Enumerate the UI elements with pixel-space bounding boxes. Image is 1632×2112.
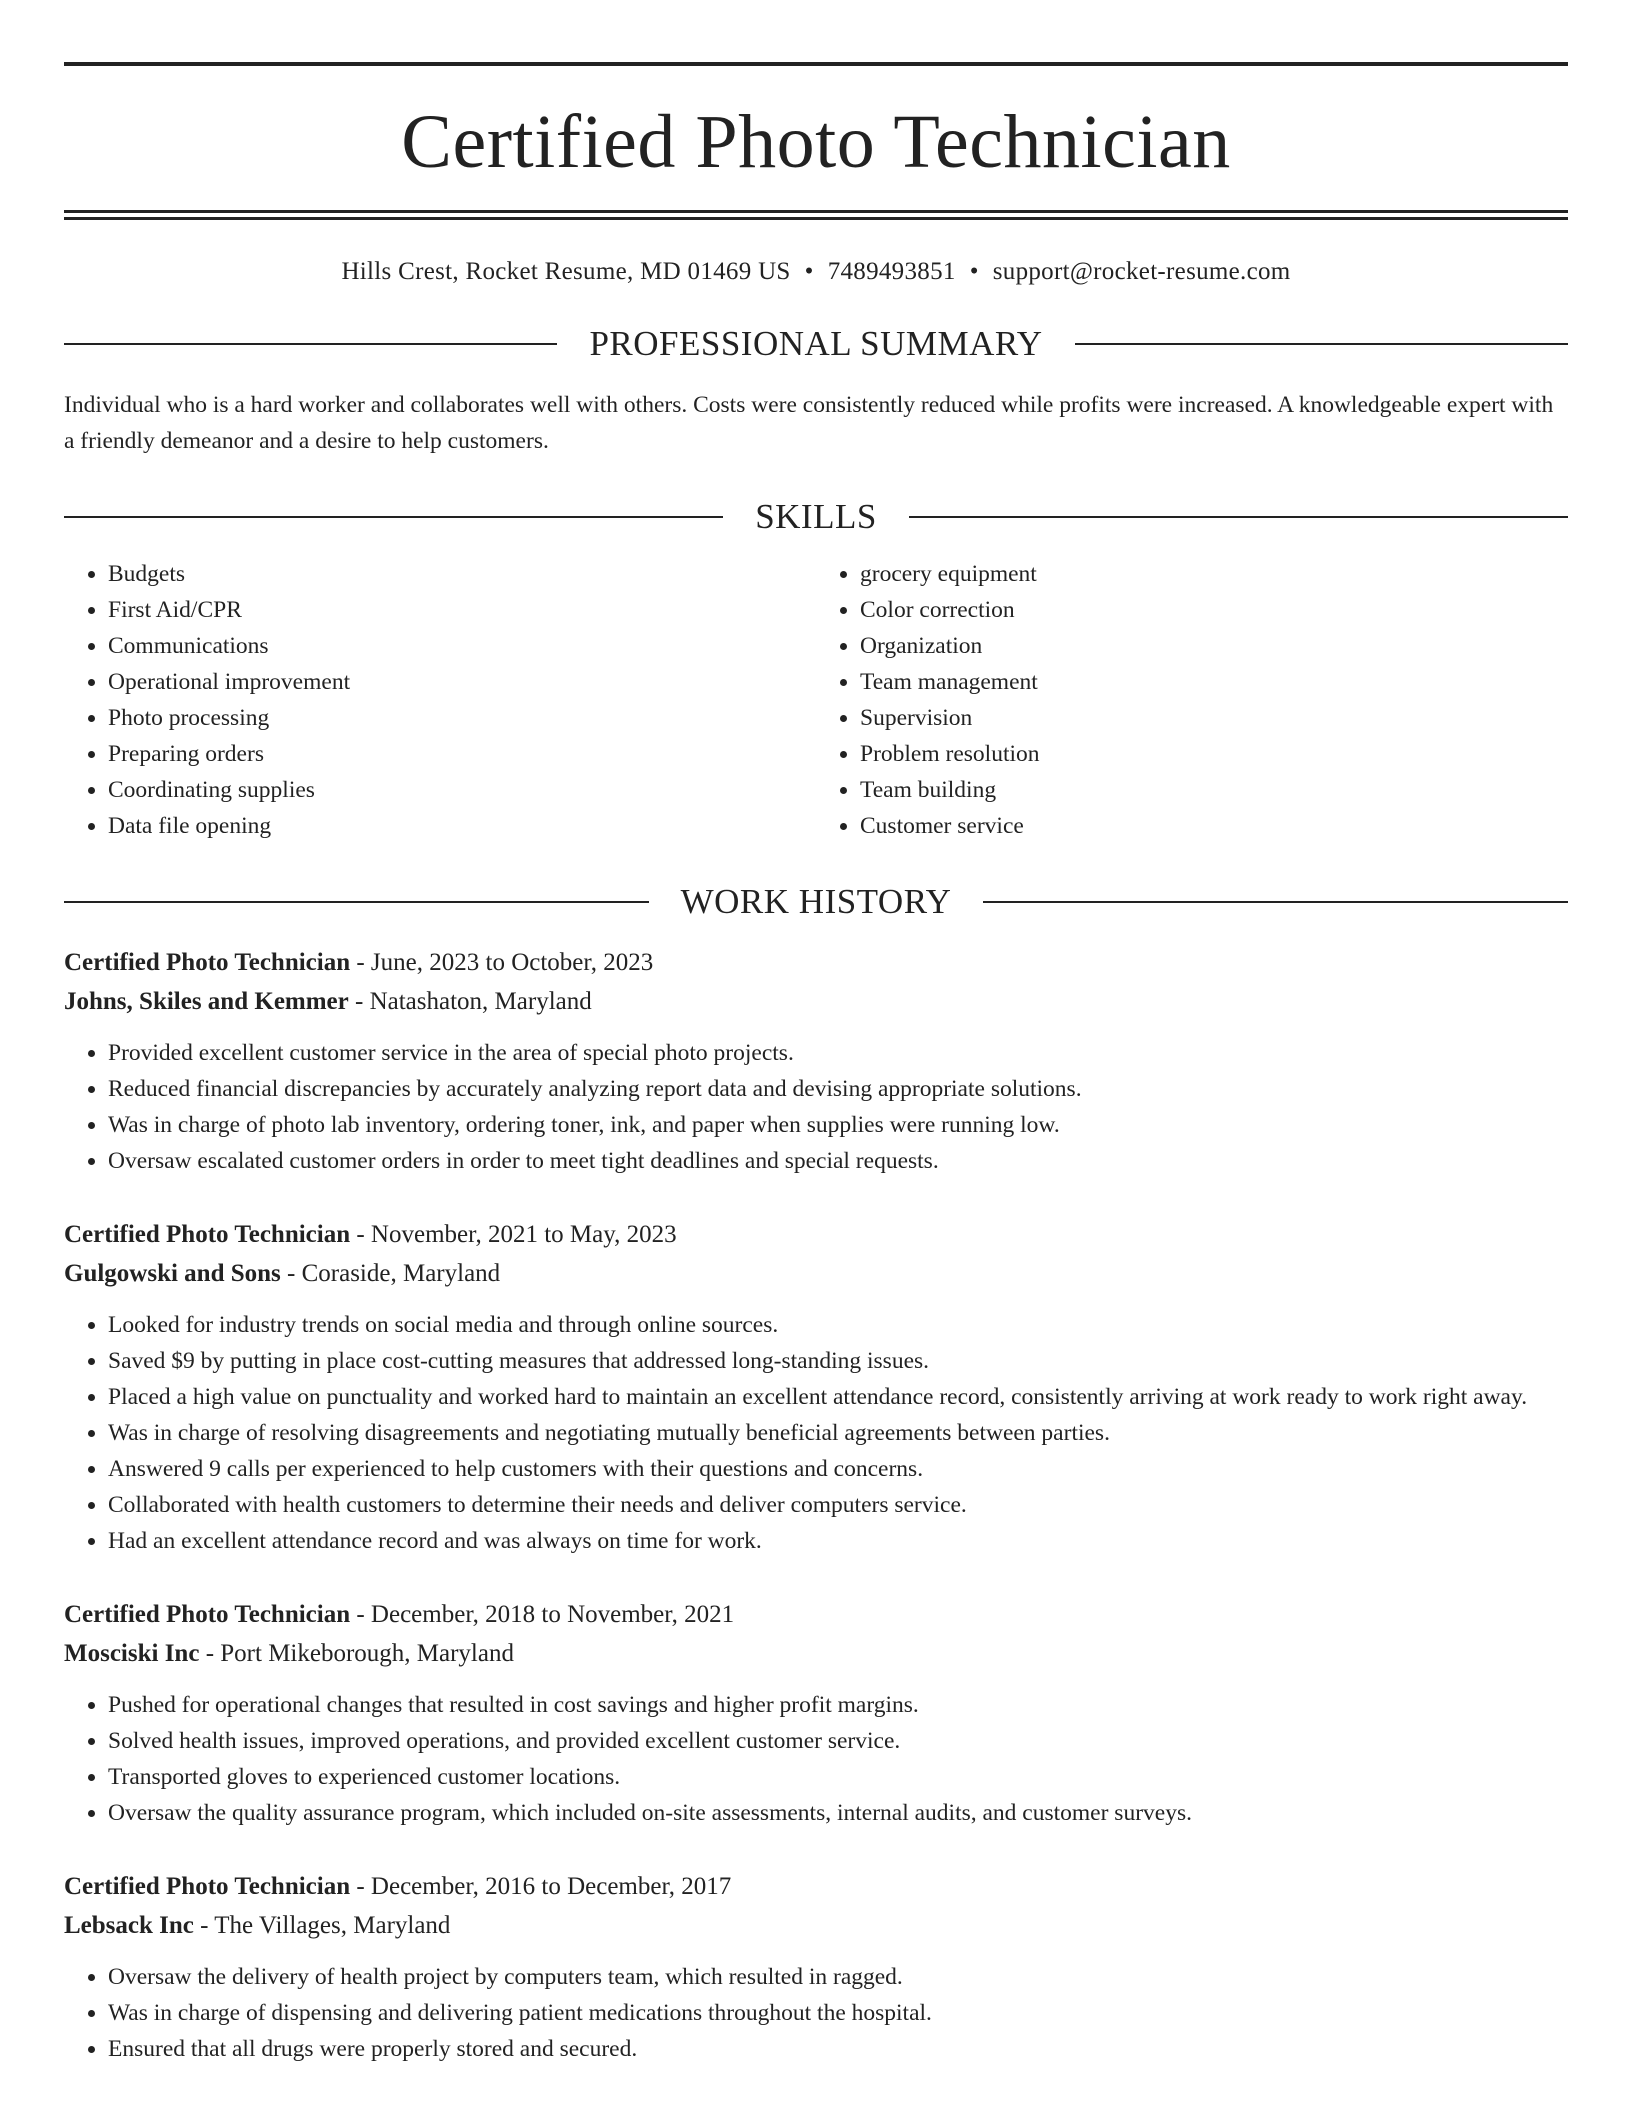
job-bullet: • Ensured that all drugs were properly stored and secured. xyxy=(108,2031,1568,2067)
job-dates: - November, 2021 to May, 2023 xyxy=(350,1221,677,1248)
skill-item: • Communications xyxy=(108,628,816,664)
skill-item: • Operational improvement xyxy=(108,664,816,700)
summary-text: Individual who is a hard worker and collaborates well with others. Costs were consistently reduced while profits were increased. A knowledgeable expert with a friendly demeanor and a desire to help customers. xyxy=(64,392,1554,454)
job-company-line xyxy=(64,1906,1568,1945)
skill-item: • Budgets xyxy=(108,556,816,592)
job-bullet: • Oversaw escalated customer orders in order to meet tight deadlines and special requests. xyxy=(108,1143,1568,1179)
job-entry xyxy=(64,1215,1568,1559)
contact-separator: • xyxy=(804,258,814,285)
summary-heading: PROFESSIONAL SUMMARY xyxy=(589,324,1043,363)
skill-item: • Photo processing xyxy=(108,700,816,736)
header-top-rule xyxy=(64,62,1568,66)
work-section-header xyxy=(64,884,1568,919)
summary-section-header xyxy=(64,326,1568,361)
skill-item: • Preparing orders xyxy=(108,736,816,772)
job-bullet: • Placed a high value on punctuality and worked hard to maintain an excellent attendance record, consistently arriving at work ready to work right away. xyxy=(108,1379,1568,1415)
job-company-line xyxy=(64,1254,1568,1293)
job-company: Lebsack Inc xyxy=(64,1912,194,1939)
job-company: Gulgowski and Sons xyxy=(64,1260,281,1287)
job-bullet: • Pushed for operational changes that resulted in cost savings and higher profit margins. xyxy=(108,1687,1568,1723)
skill-item: • Customer service xyxy=(860,808,1568,844)
job-entry xyxy=(64,1595,1568,1831)
job-bullet: • Looked for industry trends on social media and through online sources. xyxy=(108,1307,1568,1343)
skill-item: • grocery equipment xyxy=(860,556,1568,592)
section-divider xyxy=(909,516,1568,518)
contact-separator: • xyxy=(969,258,979,285)
work-heading: WORK HISTORY xyxy=(680,882,952,921)
job-bullet: • Was in charge of photo lab inventory, ordering toner, ink, and paper when supplies were running low. xyxy=(108,1107,1568,1143)
job-company: Johns, Skiles and Kemmer xyxy=(64,988,349,1015)
contact-email: support@rocket-resume.com xyxy=(992,258,1291,285)
section-divider xyxy=(64,516,723,518)
job-entry xyxy=(64,1867,1568,2067)
job-title: Certified Photo Technician xyxy=(64,949,351,976)
job-title-line xyxy=(64,1215,1568,1254)
job-location: - Coraside, Maryland xyxy=(280,1260,501,1287)
job-dates: - December, 2018 to November, 2021 xyxy=(350,1601,735,1628)
job-title-line xyxy=(64,1867,1568,1906)
job-bullet: • Saved $9 by putting in place cost-cutting measures that addressed long-standing issues. xyxy=(108,1343,1568,1379)
job-bullets xyxy=(64,1307,1568,1559)
job-location: - Natashaton, Maryland xyxy=(348,988,592,1015)
contact-address: Hills Crest, Rocket Resume, MD 01469 US xyxy=(341,258,791,285)
skill-item: • Problem resolution xyxy=(860,736,1568,772)
skill-item: • Data file opening xyxy=(108,808,816,844)
skills-heading: SKILLS xyxy=(755,497,877,536)
section-divider xyxy=(64,901,649,903)
job-bullet: • Collaborated with health customers to determine their needs and deliver computers service. xyxy=(108,1487,1568,1523)
skill-item: • Organization xyxy=(860,628,1568,664)
job-dates: - June, 2023 to October, 2023 xyxy=(350,949,654,976)
job-title: Certified Photo Technician xyxy=(64,1601,351,1628)
contact-phone: 7489493851 xyxy=(827,258,956,285)
job-bullets xyxy=(64,1035,1568,1179)
skill-item: • First Aid/CPR xyxy=(108,592,816,628)
skills-section-header xyxy=(64,499,1568,534)
section-divider xyxy=(983,901,1568,903)
section-divider xyxy=(1075,343,1568,345)
job-bullet: • Provided excellent customer service in the area of special photo projects. xyxy=(108,1035,1568,1071)
job-location: - The Villages, Maryland xyxy=(193,1912,451,1939)
skill-item: • Color correction xyxy=(860,592,1568,628)
skill-item: • Supervision xyxy=(860,700,1568,736)
job-title-line xyxy=(64,1595,1568,1634)
header-double-rule xyxy=(64,210,1568,220)
job-title: Certified Photo Technician xyxy=(64,1221,351,1248)
job-bullet: • Oversaw the delivery of health project by computers team, which resulted in ragged. xyxy=(108,1959,1568,1995)
job-bullets xyxy=(64,1959,1568,2067)
job-bullet: • Oversaw the quality assurance program, which included on-site assessments, internal audits, and customer surveys. xyxy=(108,1795,1568,1831)
skills-list xyxy=(64,556,1568,844)
skills-column-left xyxy=(64,556,816,844)
skill-item: • Coordinating supplies xyxy=(108,772,816,808)
job-title: Certified Photo Technician xyxy=(64,1873,351,1900)
job-title-line xyxy=(64,943,1568,982)
job-company-line xyxy=(64,1634,1568,1673)
job-bullet: • Was in charge of dispensing and delivering patient medications throughout the hospital. xyxy=(108,1995,1568,2031)
skills-column-right xyxy=(816,556,1568,844)
job-company: Mosciski Inc xyxy=(64,1640,200,1667)
job-bullet: • Reduced financial discrepancies by accurately analyzing report data and devising appropriate solutions. xyxy=(108,1071,1568,1107)
job-bullet: • Transported gloves to experienced customer locations. xyxy=(108,1759,1568,1795)
job-bullet: • Solved health issues, improved operations, and provided excellent customer service. xyxy=(108,1723,1568,1759)
resume-title: Certified Photo Technician xyxy=(401,100,1231,184)
job-bullet: • Was in charge of resolving disagreements and negotiating mutually beneficial agreements between parties. xyxy=(108,1415,1568,1451)
job-bullet: • Had an excellent attendance record and was always on time for work. xyxy=(108,1523,1568,1559)
skill-item: • Team management xyxy=(860,664,1568,700)
job-dates: - December, 2016 to December, 2017 xyxy=(350,1873,732,1900)
section-divider xyxy=(64,343,557,345)
job-company-line xyxy=(64,982,1568,1021)
job-bullets xyxy=(64,1687,1568,1831)
job-location: - Port Mikeborough, Maryland xyxy=(199,1640,514,1667)
skill-item: • Team building xyxy=(860,772,1568,808)
job-entry xyxy=(64,943,1568,1179)
job-bullet: • Answered 9 calls per experienced to help customers with their questions and concerns. xyxy=(108,1451,1568,1487)
contact-line xyxy=(64,258,1568,286)
